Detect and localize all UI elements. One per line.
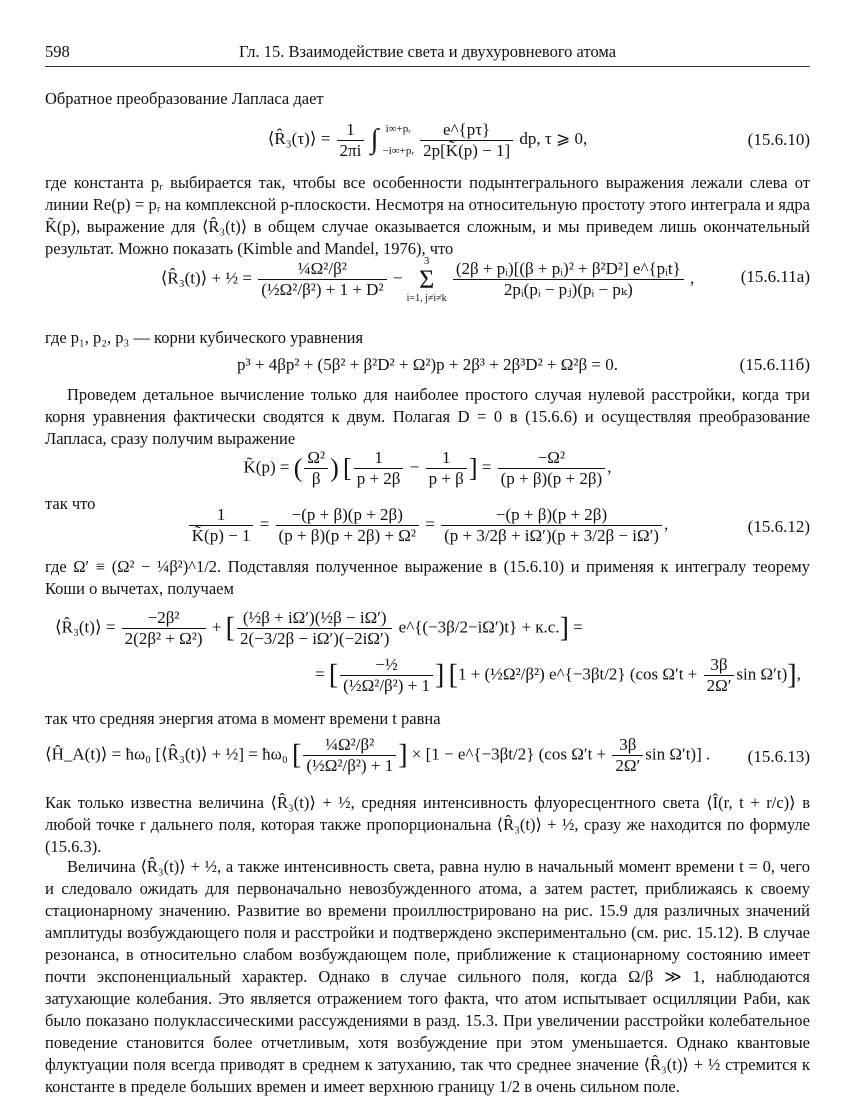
fraction xyxy=(340,655,433,696)
equation-15-6-13 xyxy=(45,735,810,781)
equation-15-6-12: $\frac{1}{K̃(p) - 1}$ = $\frac{-(p + \beta)(p + 2\beta)}{\text{(p + β)(p + 2β) + Ω²}}$ = $\frac{-(p + \beta)(p + 2\beta)}{(p + 3/2\beta + i\Omega')(p + 3/2\beta - i\Omega')}$ , (15.6.12) xyxy=(45,505,810,551)
paragraph: так что xyxy=(45,494,96,513)
equation-15-6-11a xyxy=(45,255,810,315)
numerator: −(p + β)(p + 2β) xyxy=(276,505,419,526)
fraction xyxy=(426,448,467,489)
page-header xyxy=(45,42,810,67)
denominator: 2(−3/2β − iΩ′)(−2iΩ′) xyxy=(239,629,390,648)
integral-sign: ∫ xyxy=(370,124,379,155)
denominator: (½Ω²/β²) + 1 + D² xyxy=(261,280,384,299)
bracket-close: ] xyxy=(435,659,445,691)
eq-lhs: ⟨Ĥ_A(t)⟩ = ħω₀ [⟨R̂₃(t)⟩ + ½] = ħω₀ xyxy=(45,744,288,764)
fraction xyxy=(304,448,328,489)
equation-number: (15.6.13) xyxy=(747,747,810,766)
denominator: (p + 3/2β + iΩ′)(p + 3/2β − iΩ′) xyxy=(444,526,659,545)
denominator: 2pᵢ(pᵢ − pⱼ)(pᵢ − pₖ) xyxy=(503,280,633,299)
lower-limit: −i∞+pᵣ xyxy=(382,145,414,157)
numerator: 1 xyxy=(189,505,254,526)
paren-open: ( xyxy=(293,453,303,483)
fraction xyxy=(189,505,254,546)
eq-body: p³ + 4βp² + (5β² + β²D² + Ω²)p + 2β³ + 2β³D² + Ω²β = 0. xyxy=(237,355,618,374)
paragraph: где константа pᵣ выбирается так, чтобы все особенности подынтегрального выражения лежали слева от линии Re(p) = pᵣ на комплексной p-плоскости. Несмотря на относительную простоту этого интеграла и ядра K̃(p), выражение для ⟨R̂₃(t)⟩ в общем случае оказывается сложным, и мы приведем лишь окончательный результат. Можно показать (Kimble and Mandel, 1976), что xyxy=(45,173,810,258)
bracket-open: [ xyxy=(328,659,339,691)
eq-end: sin Ω′t)] . xyxy=(645,744,711,764)
denominator: 2p[K̃(p) − 1] xyxy=(423,140,511,160)
equation-15-6-10 xyxy=(45,118,810,168)
sum-lower: i=1, j≠i≠k xyxy=(406,293,447,304)
sum-upper: 3 xyxy=(423,255,430,267)
eq-mid: × [1 − e^{−3βt/2} (cos Ω′t + xyxy=(407,744,611,764)
denominator: 2πi xyxy=(339,140,362,160)
numerator: −2β² xyxy=(122,608,206,629)
equation-15-6-11b xyxy=(45,355,810,379)
eq-lhs: K̃(p) = xyxy=(243,457,294,477)
eq-tail: dp, τ ⩾ 0, xyxy=(519,128,588,148)
equation-number: (15.6.10) xyxy=(747,130,810,149)
paragraph: где Ω′ ≡ (Ω² − ¼β²)^1/2. Подставляя полученное выражение в (15.6.10) и применяя к интегралу теорему Коши о вычетах, получаем xyxy=(45,557,810,598)
fraction xyxy=(237,608,392,649)
numerator: 1 xyxy=(337,120,365,141)
upper-limit: i∞+pᵣ xyxy=(385,123,411,135)
fraction xyxy=(420,120,513,161)
integral-limits xyxy=(383,118,414,162)
fraction xyxy=(258,259,386,300)
denominator: (½Ω²/β²) + 1 xyxy=(306,756,394,775)
paragraph: Обратное преобразование Лапласа дает xyxy=(45,89,324,108)
numerator: (½β + iΩ′)(½β − iΩ′) xyxy=(237,608,392,629)
numerator: 1 xyxy=(354,448,404,469)
paren-close: ) xyxy=(330,453,339,483)
equation-number: (15.6.12) xyxy=(747,517,810,536)
numerator: −Ω² xyxy=(498,448,606,469)
equation-number: (15.6.11б) xyxy=(739,355,810,374)
bracket-close: ] xyxy=(787,659,797,691)
bracket-open: [ xyxy=(343,453,352,483)
denominator: K̃(p) − 1 xyxy=(191,526,251,545)
denominator: β xyxy=(311,469,321,488)
paragraph: Величина ⟨R̂₃(t)⟩ + ½, а также интенсивность света, равна нулю в начальный момент времени t = 0, чего и следовало ожидать для первоначально невозбужденного атома, а затем растет, приближаясь к своему стационарному значению. Развитие во времени проиллюстрировано на рис. 15.9 для различных значений амплитуды возбуждающего поля и расстройки и подтверждено экспериментально (см. рис. 15.12). В случае резонанса, в относительно слабом возбуждающем поле, приближение к стационарному состоянию имеет почти экспоненциальный характер. Однако в случае сильного поля, когда Ω/β ≫ 1, наблюдаются затухающие колебания. Это является отражением того факта, что атом испытывает осцилляции Раби, как было показано полуклассическими рассуждениями в разд. 15.3. При увеличении расстройки колебательное поведение становится более отчетливым, хотя возбуждение при этом уменьшается. Однако квантовые флуктуации поля всегда приводят в среднем к затуханию, так что среднее значение ⟨R̂₃(t)⟩ + ½ стремится к константе в пределе больших времен и имеет верхнюю границу 1/2 в очень сильном поле. xyxy=(45,857,810,1096)
fraction xyxy=(704,655,735,696)
denominator: (½Ω²/β²) + 1 xyxy=(343,676,431,695)
paragraph: так что средняя энергия атома в момент времени t равна xyxy=(45,709,441,728)
denominator: p + 2β xyxy=(356,469,401,488)
numerator: 3β xyxy=(612,735,643,756)
fraction xyxy=(337,120,365,161)
numerator: −(p + β)(p + 2β) xyxy=(441,505,662,526)
running-title: Гл. 15. Взаимодействие света и двухуровневого атома xyxy=(238,42,617,61)
eq-lhs: ⟨R̂₃(t)⟩ = xyxy=(55,617,120,637)
bracket-close: ] xyxy=(398,739,408,771)
bracket-open: [ xyxy=(448,659,458,691)
equation-number: (15.6.11а) xyxy=(740,267,810,286)
fraction xyxy=(441,505,662,546)
eq-tail: , xyxy=(690,268,695,288)
summation xyxy=(407,255,447,304)
numerator: ¼Ω²/β² xyxy=(303,735,396,756)
fraction xyxy=(276,505,419,546)
eq-tail: , xyxy=(607,457,612,477)
fraction xyxy=(354,448,404,489)
numerator: Ω² xyxy=(304,448,328,469)
numerator: 3β xyxy=(704,655,735,676)
numerator: e^{pτ} xyxy=(420,120,513,141)
denominator: (p + β)(p + 2β) xyxy=(500,469,603,488)
eq-lhs: ⟨R̂₃(t)⟩ + ½ = xyxy=(160,268,257,288)
bracket-open: [ xyxy=(225,612,235,644)
fraction xyxy=(498,448,606,489)
bracket-open: [ xyxy=(292,739,302,771)
bracket-close: ] xyxy=(468,453,478,483)
eq-tail: , xyxy=(663,514,669,534)
operator: − xyxy=(392,268,407,288)
eq-tail: = xyxy=(568,617,583,637)
eq-tail: , xyxy=(796,664,801,684)
exponential: e^{(−3β/2−iΩ′)t} xyxy=(398,617,518,637)
eq-end: sin Ω′t) xyxy=(736,664,788,684)
paragraph: Как только известна величина ⟨R̂₃(t)⟩ + ½, средняя интенсивность флуоресцентного света ⟨Î(r, t + r/c)⟩ в любой точке r дальнего поля, которая также пропорциональна ⟨R̂₃(t)⟩ + ½, сразу же находится по формуле (15.6.3). xyxy=(45,793,810,856)
equation-r3-line2: = [ $\frac{\text{−½}}{\text{(½Ω²/β²) + 1}}$ ] [1 + (½Ω²/β²) e^{−3βt/2} (cos Ω′t + $\frac{3\beta}{2\Omega'}$ sin Ω′t)], xyxy=(315,655,801,695)
paragraph: Проведем детальное вычисление только для наиболее простого случая нулевой расстройки, когда три корня уравнения фактически сводятся к двум. Полагая D = 0 в (15.6.6) и осуществляя преобразование Лапласа, сразу получим выражение xyxy=(45,385,810,448)
denominator: 2Ω′ xyxy=(706,676,732,695)
denominator: p + β xyxy=(428,469,464,488)
numerator: ¼Ω²/β² xyxy=(258,259,386,280)
denominator: 2(2β² + Ω²) xyxy=(124,629,203,648)
page-number: 598 xyxy=(45,42,70,61)
eq-mid: 1 + (½Ω²/β²) e^{−3βt/2} (cos Ω′t + xyxy=(457,664,702,684)
sum-sign: Σ xyxy=(419,265,435,294)
complex-conjugate: + к.с. xyxy=(517,617,560,637)
fraction xyxy=(612,735,643,776)
equation-kernel: K̃(p) = ( $\frac{\text{Ω²}}{\beta}$ ) [ $\frac{1}{p + 2\beta}$ − $\frac{1}{p + \beta}$ ] = $\frac{\text{−Ω²}}{(p + \beta)(p + 2\beta)}$ , xyxy=(243,448,612,488)
equation-r3-line1: ⟨R̂₃(t)⟩ = $\frac{\text{−2β²}}{\text{2(2β² + Ω²)}}$ + [ $\frac{\text{(½β + iΩ′)(½β − iΩ′)}}{2(-3/2\beta - i\Omega')(-2i\Omega')}$ e^{(−3β/2−iΩ′)t} + к.с.] = xyxy=(55,608,583,648)
denominator: 2Ω′ xyxy=(615,756,641,775)
fraction xyxy=(122,608,206,649)
numerator: (2β + pᵢ)[(β + pᵢ)² + β²D²] e^{pᵢt} xyxy=(453,259,684,280)
fraction xyxy=(303,735,396,776)
fraction xyxy=(453,259,684,300)
numerator: −½ xyxy=(340,655,433,676)
bracket-close: ] xyxy=(559,612,569,644)
eq-lhs: ⟨R̂₃(τ)⟩ = xyxy=(267,128,335,148)
numerator: 1 xyxy=(426,448,467,469)
denominator: (p + β)(p + 2β) + Ω² xyxy=(278,526,416,545)
paragraph: где p₁, p₂, p₃ — корни кубического уравнения xyxy=(45,328,364,347)
